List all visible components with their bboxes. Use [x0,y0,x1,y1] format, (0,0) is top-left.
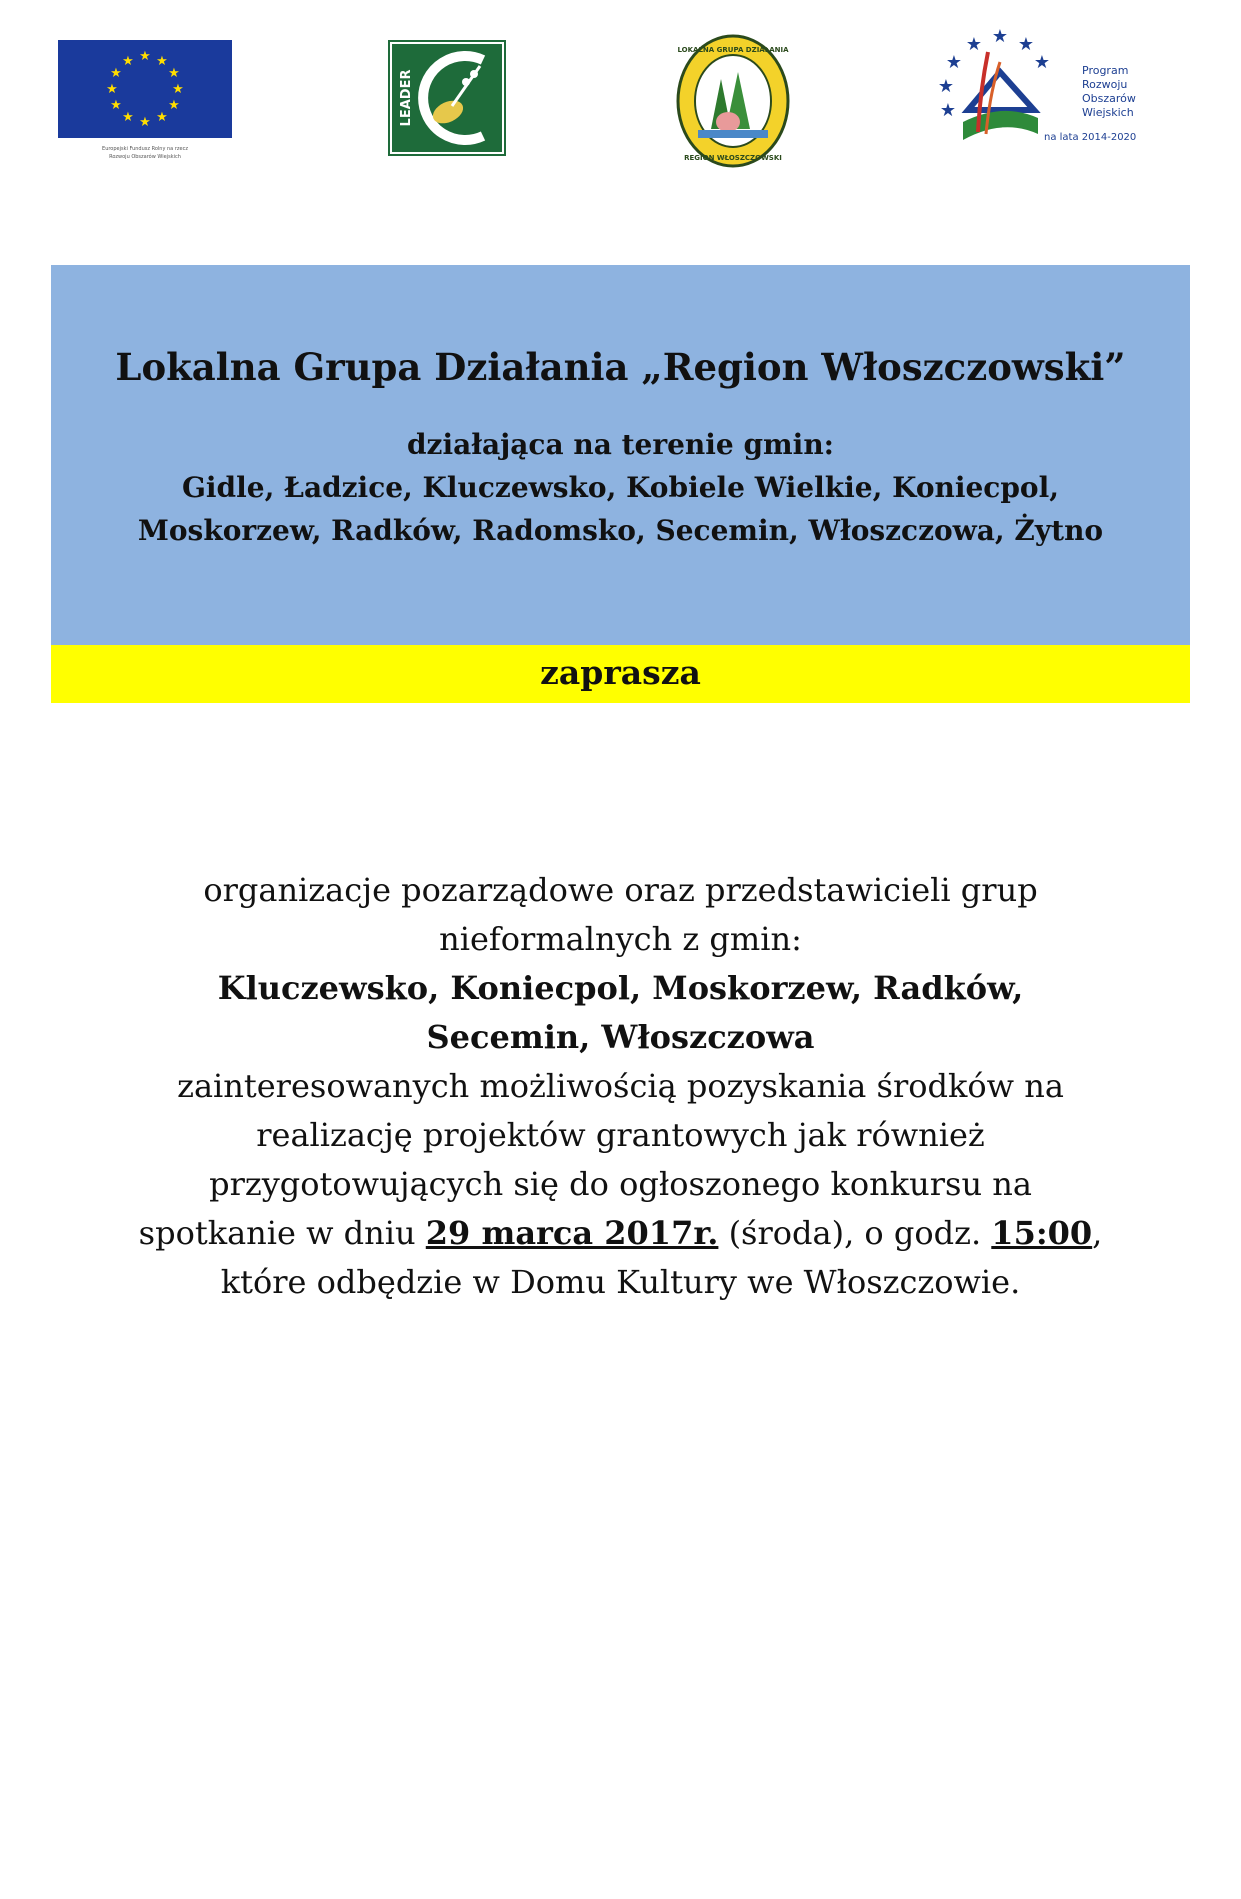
eu-caption: Europejski Fundusz Rolny na rzecz [102,146,188,152]
svg-text:★: ★ [1033,52,1051,73]
svg-text:★: ★ [156,110,168,125]
body-line-4: realizację projektów grantowych jak również [256,1116,985,1154]
svg-text:★: ★ [110,98,122,113]
svg-text:★: ★ [110,66,122,81]
meeting-line [60,1209,1181,1258]
svg-text:Obszarów: Obszarów [1082,92,1136,105]
svg-text:★: ★ [937,76,955,97]
svg-text:★: ★ [1017,34,1035,55]
svg-text:★: ★ [991,26,1009,47]
meeting-time: 15:00 [991,1214,1093,1252]
svg-text:★: ★ [122,54,134,69]
body-gminy-line-1: Kluczewsko, Koniecpol, Moskorzew, Radków, [217,969,1024,1007]
svg-text:Program: Program [1082,64,1129,77]
svg-text:★: ★ [172,82,184,97]
meeting-date: 29 marca 2017r. [425,1214,719,1252]
meeting-suffix: , [1092,1214,1103,1252]
body-line-1: organizacje pozarządowe oraz przedstawicieli grup [203,871,1038,909]
svg-text:Rozwoju: Rozwoju [1082,78,1128,91]
lgd-region-logo [676,34,790,168]
svg-text:na lata 2014-2020: na lata 2014-2020 [1044,132,1137,143]
header-gminy-line-2: Moskorzew, Radków, Radomsko, Secemin, Włoszczowa, Żytno [137,514,1104,547]
leader-logo [388,40,506,156]
meeting-prefix: spotkanie w dniu [138,1214,426,1252]
svg-text:REGION WŁOSZCZOWSKI: REGION WŁOSZCZOWSKI [684,154,782,162]
svg-text:★: ★ [939,100,957,121]
invitation-body [60,866,1181,1307]
svg-text:★: ★ [168,66,180,81]
svg-text:Wiejskich: Wiejskich [1082,106,1134,119]
svg-text:★: ★ [945,52,963,73]
header-gminy-line-1: Gidle, Ładzice, Kluczewsko, Kobiele Wielkie, Koniecpol, [181,471,1059,504]
svg-text:★: ★ [122,110,134,125]
svg-text:LEADER: LEADER [399,69,414,127]
svg-text:★: ★ [156,54,168,69]
body-line-5: przygotowujących się do ogłoszonego konkursu na [209,1165,1032,1203]
svg-text:★: ★ [139,115,151,130]
svg-text:★: ★ [106,82,118,97]
body-line-3: zainteresowanych możliwością pozyskania środków na [177,1067,1064,1105]
invite-banner: zaprasza [51,645,1190,703]
prow-logo [918,22,1138,156]
page-title: Lokalna Grupa Działania „Region Włoszczowski” [115,345,1126,389]
svg-text:★: ★ [965,34,983,55]
svg-text:LOKALNA GRUPA DZIAŁANIA: LOKALNA GRUPA DZIAŁANIA [677,46,789,54]
svg-text:★: ★ [139,49,151,64]
body-line-last: które odbędzie w Domu Kultury we Włoszczowie. [220,1263,1021,1301]
logo-strip [0,0,1241,200]
eu-flag-logo [58,40,232,164]
header-subtitle-block [51,423,1190,552]
svg-text:Rozwoju Obszarów Wiejskich: Rozwoju Obszarów Wiejskich [109,154,181,160]
header-subtitle: działająca na terenie gmin: [406,428,835,461]
body-line-2: nieformalnych z gmin: [439,920,802,958]
svg-text:★: ★ [168,98,180,113]
body-gminy-line-2: Secemin, Włoszczowa [426,1018,815,1056]
header-panel [51,265,1190,645]
meeting-mid: (środa), o godz. [718,1214,992,1252]
